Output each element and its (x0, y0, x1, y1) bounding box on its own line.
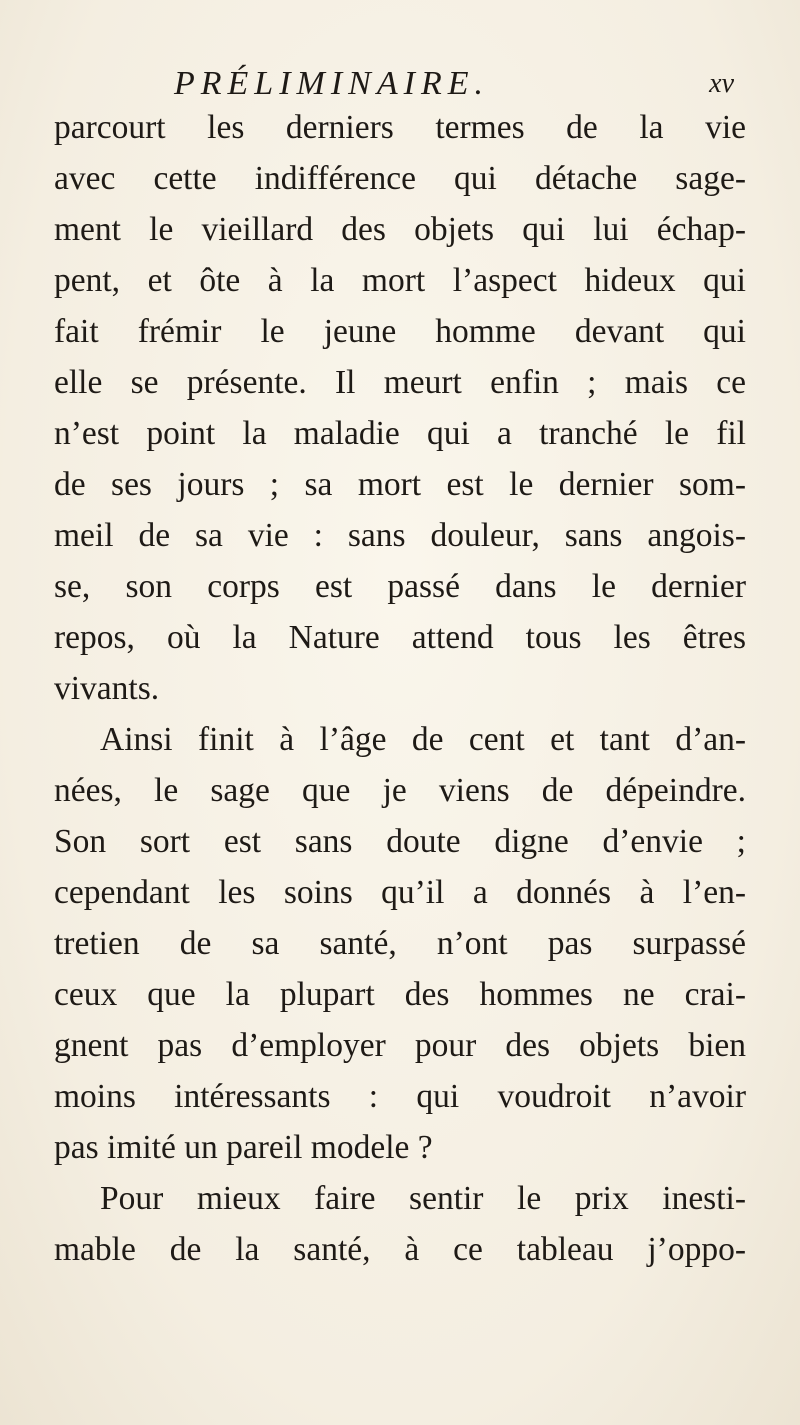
text-line: Pour mieux faire sentir le prix inesti- (100, 1180, 746, 1217)
text-line: se, son corps est passé dans le dernier (54, 568, 746, 605)
text-line: Ainsi finit à l’âge de cent et tant d’an- (100, 721, 746, 758)
page-header (174, 62, 734, 106)
text-line: de ses jours ; sa mort est le dernier som- (54, 466, 746, 503)
text-line: pent, et ôte à la mort l’aspect hideux qui (54, 262, 746, 299)
text-line: tretien de sa santé, n’ont pas surpassé (54, 925, 746, 962)
text-line: n’est point la maladie qui a tranché le fil (54, 415, 746, 452)
text-line: gnent pas d’employer pour des objets bien (54, 1027, 746, 1064)
page-number: xv (709, 68, 734, 99)
text-line: cependant les soins qu’il a donnés à l’en- (54, 874, 746, 911)
running-title: PRÉLIMINAIRE. (174, 65, 489, 102)
text-line: fait frémir le jeune homme devant qui (54, 313, 746, 350)
text-line: pas imité un pareil modele ? (54, 1129, 433, 1166)
text-line: Son sort est sans doute digne d’envie ; (54, 823, 746, 860)
text-line: vivants. (54, 670, 160, 707)
text-line: ment le vieillard des objets qui lui échap- (54, 211, 746, 248)
body-text (54, 102, 746, 1275)
text-line: nées, le sage que je viens de dépeindre. (54, 772, 746, 809)
text-line: meil de sa vie : sans douleur, sans angois- (54, 517, 746, 554)
text-line: avec cette indifférence qui détache sage- (54, 160, 746, 197)
text-line: parcourt les derniers termes de la vie (54, 109, 746, 146)
text-line: moins intéressants : qui voudroit n’avoir (54, 1078, 746, 1115)
text-line: ceux que la plupart des hommes ne crai- (54, 976, 746, 1013)
text-line: repos, où la Nature attend tous les êtres (54, 619, 746, 656)
text-line: mable de la santé, à ce tableau j’oppo- (54, 1231, 746, 1268)
text-line: elle se présente. Il meurt enfin ; mais ce (54, 364, 746, 401)
